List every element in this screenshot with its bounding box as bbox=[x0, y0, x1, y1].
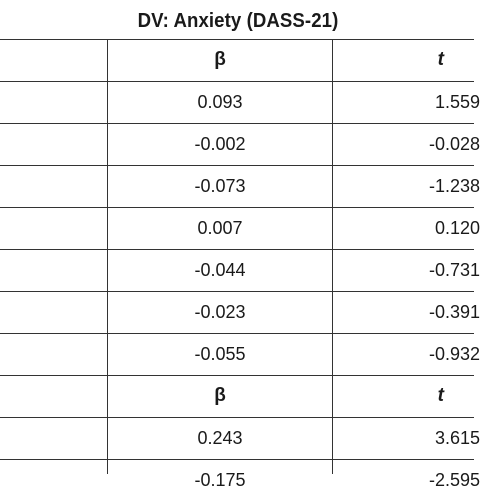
t-header: t bbox=[437, 385, 444, 406]
t-value: -0.391 bbox=[428, 301, 480, 322]
beta-value: -0.073 bbox=[194, 175, 246, 196]
t-value: 3.615 bbox=[434, 427, 480, 448]
t-value: 0.120 bbox=[434, 217, 480, 238]
t-value: -1.238 bbox=[428, 175, 480, 196]
t-value: 1.559 bbox=[434, 91, 480, 112]
beta-value: 0.007 bbox=[197, 217, 243, 238]
beta-value: -0.175 bbox=[194, 469, 246, 490]
beta-header: β bbox=[214, 49, 226, 70]
beta-value: 0.093 bbox=[197, 91, 243, 112]
beta-value: -0.055 bbox=[194, 343, 246, 364]
table-title: DV: Anxiety (DASS-21) bbox=[137, 9, 339, 32]
beta-header: β bbox=[214, 385, 226, 406]
beta-value: -0.044 bbox=[194, 259, 246, 280]
t-value: -0.028 bbox=[428, 133, 480, 154]
beta-value: -0.002 bbox=[194, 133, 246, 154]
t-value: -0.932 bbox=[428, 343, 480, 364]
beta-value: 0.243 bbox=[197, 427, 243, 448]
t-value: -0.731 bbox=[428, 259, 480, 280]
t-value: -2.595 bbox=[428, 469, 480, 490]
t-header: t bbox=[437, 49, 444, 70]
beta-value: -0.023 bbox=[194, 301, 246, 322]
